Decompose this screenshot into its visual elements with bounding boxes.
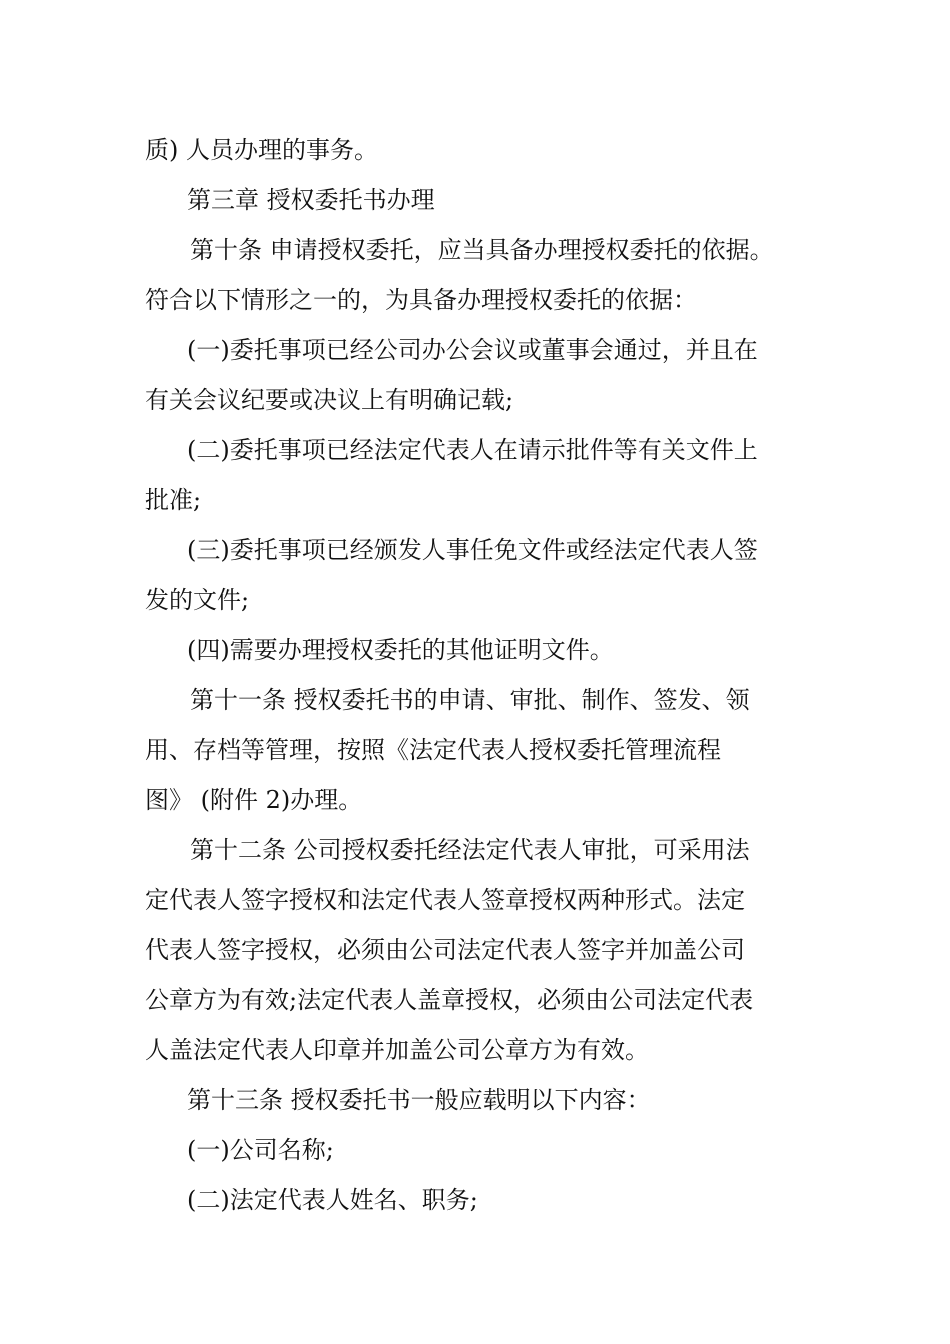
paragraph-line: 质) 人员办理的事务。: [145, 136, 378, 164]
paragraph-line: 代表人签字授权，必须由公司法定代表人签字并加盖公司: [145, 936, 745, 964]
article-12-line: 第十二条 公司授权委托经法定代表人审批，可采用法: [190, 836, 750, 864]
paragraph-line: 公章方为有效;法定代表人盖章授权，必须由公司法定代表: [145, 986, 754, 1014]
article-11-line: 第十一条 授权委托书的申请、审批、制作、签发、领: [190, 686, 750, 714]
paragraph-line: 人盖法定代表人印章并加盖公司公章方为有效。: [145, 1036, 649, 1064]
content-item-2-line: (二)法定代表人姓名、职务;: [187, 1186, 478, 1214]
article-13-line: 第十三条 授权委托书一般应载明以下内容：: [187, 1086, 651, 1114]
paragraph-line: 发的文件;: [145, 586, 250, 614]
paragraph-line: 图》 (附件 2)办理。: [145, 786, 363, 814]
chapter-heading: 第三章 授权委托书办理: [187, 186, 435, 214]
paragraph-line: 有关会议纪要或决议上有明确记载;: [145, 386, 514, 414]
content-item-1-line: (一)公司名称;: [187, 1136, 334, 1164]
article-10-line: 第十条 申请授权委托，应当具备办理授权委托的依据。: [190, 236, 774, 264]
list-item-3-line: (三)委托事项已经颁发人事任免文件或经法定代表人签: [187, 536, 758, 564]
list-item-2-line: (二)委托事项已经法定代表人在请示批件等有关文件上: [187, 436, 758, 464]
paragraph-line: 符合以下情形之一的，为具备办理授权委托的依据：: [145, 286, 697, 314]
paragraph-line: 用、存档等管理，按照《法定代表人授权委托管理流程: [145, 736, 721, 764]
paragraph-line: 批准;: [145, 486, 202, 514]
list-item-1-line: (一)委托事项已经公司办公会议或董事会通过，并且在: [187, 336, 758, 364]
list-item-4-line: (四)需要办理授权委托的其他证明文件。: [187, 636, 614, 664]
paragraph-line: 定代表人签字授权和法定代表人签章授权两种形式。法定: [145, 886, 745, 914]
